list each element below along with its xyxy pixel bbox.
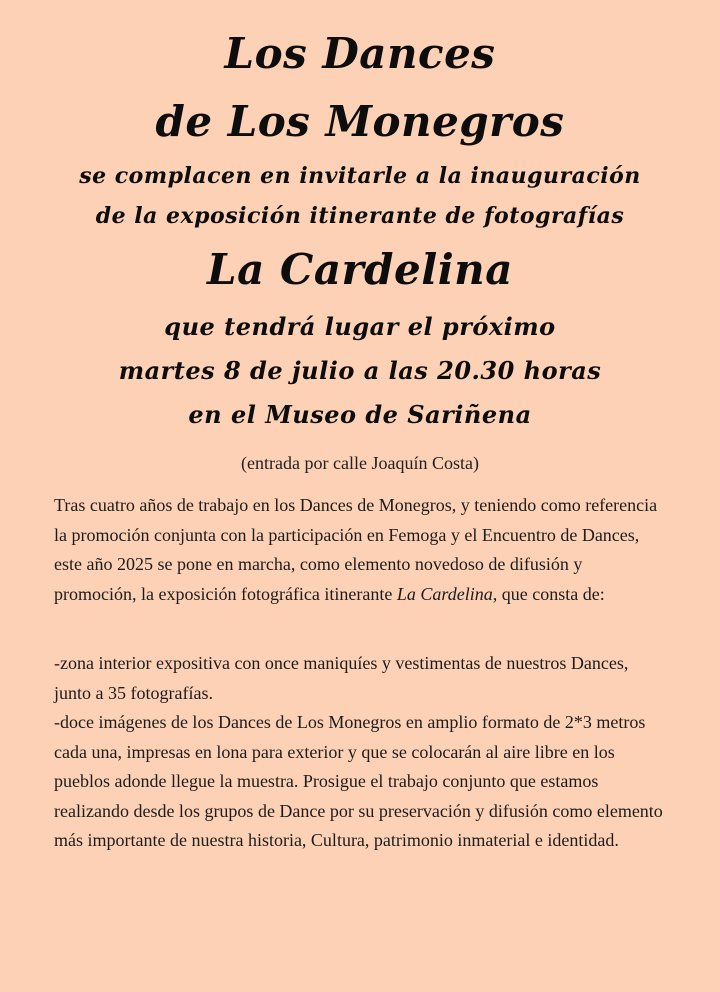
when-line-1: que tendrá lugar el próximo <box>164 312 556 341</box>
exhibition-name-italic: La Cardelina <box>396 583 493 604</box>
invite-line-2: de la exposición itinerante de fotografías <box>95 203 625 229</box>
paragraph-intro-outro: , que consta de: <box>492 583 605 604</box>
title-line-1: Los Dances <box>224 29 496 78</box>
when-line-3: en el Museo de Sariñena <box>188 400 532 429</box>
entrance-note: (entrada por calle Joaquín Costa) <box>241 453 479 473</box>
paragraph-intro-text: Tras cuatro años de trabajo en los Dances de Monegros, y teniendo como referencia la promoción conjunta con la participación en Femoga y el Encuentro de Dances, este año 2025 se pone en marcha, como elemento novedoso de difusión y promoción, la exposición fotográfica itinerante <box>54 495 658 604</box>
list-item-outdoor-images: -doce imágenes de los Dances de Los Monegros en amplio formato de 2*3 metros cada una, impresas en lona para exterior y que se colocarán al aire libre en los pueblos adonde llegue la muestra. Prosigue el trabajo conjunto que estamos realizando desde los grupos de Dance por su preservación y difusión como elemento más importante de nuestra historia, Cultura, patrimonio inmaterial e identidad. <box>54 712 663 850</box>
list-item-interior-zone: -zona interior expositiva con once maniquíes y vestimentas de nuestros Dances, junto a 35 fotografías. <box>54 653 629 703</box>
paragraph-intro <box>54 491 664 609</box>
exhibition-name: La Cardelina <box>207 245 513 294</box>
when-line-2: martes 8 de julio a las 20.30 horas <box>118 356 602 385</box>
title-line-2: de Los Monegros <box>155 97 565 146</box>
invite-line-1: se complacen en invitarle a la inauguración <box>79 163 641 189</box>
